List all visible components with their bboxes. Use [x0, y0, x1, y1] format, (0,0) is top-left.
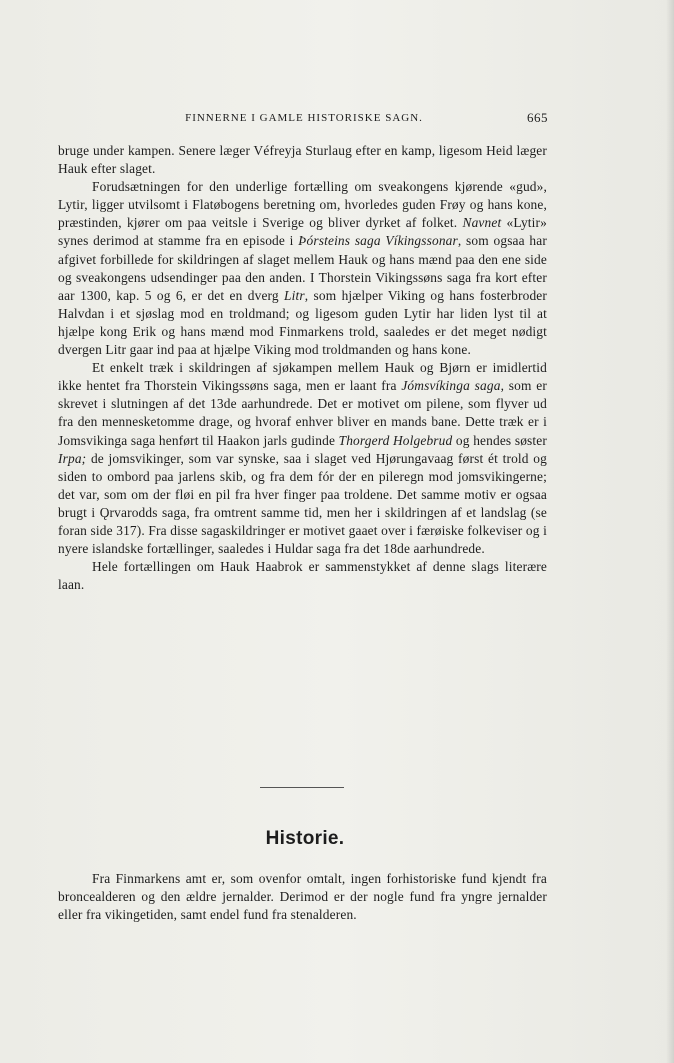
- paragraph-3-italic-1: Jómsvíkinga saga: [401, 378, 501, 394]
- paragraph-3-text-b: , som er skrevet i slutningen af det 13de aarhundrede. Det er motivet om pilene, som flyver ud fra den mennesketomme drage, og hvoraf enhver bliver en mands bane. Dette træk er i Jomsvikinga saga henført til Haakon jarls gudinde: [58, 378, 547, 448]
- paragraph-2-text-b: «Lytir» synes derimod at stamme fra en episode i: [58, 215, 547, 249]
- paragraph-2-text-a: Forudsætningen for den underlige fortælling om sveakongens kjørende «gud», Lytir, ligger utvilsomt i Flatøbogens beretning om, hvorledes guden Frøy og hans kone, præstinden, kjører om paa veitsle i Sverige og bliver dyrket af folket.: [58, 179, 547, 231]
- paragraph-2-italic-1: Navnet: [462, 215, 502, 231]
- page-number: 665: [527, 110, 548, 125]
- paragraph-3-italic-2: Thorgerd Holgebrud: [338, 432, 453, 448]
- main-text: [58, 142, 547, 594]
- section-divider: [260, 787, 344, 788]
- paragraph-3-text-c: og hendes søster: [452, 432, 547, 448]
- paragraph-2-text-c: , som ogsaa har afgivet forbillede for skildringen af slaget mellem Hauk og hans mænd paa den ene side og sveakongens udsendinger paa den anden. I Thorstein Vikingssøns saga fra kort efter aar 1300, kap. 5 og 6, er det en dverg: [58, 233, 547, 303]
- section-title: Historie.: [265, 828, 345, 849]
- paragraph-3-italic-3: Irpa;: [58, 450, 87, 466]
- paragraph-2-italic-3: Litr: [284, 287, 305, 303]
- paragraph-1: bruge under kampen. Senere læger Véfreyja Sturlaug efter en kamp, ligesom Heid læger Hauk efter slaget.: [58, 143, 547, 177]
- section-text: [58, 870, 547, 924]
- section-paragraph-1: Fra Finmarkens amt er, som ovenfor omtalt, ingen forhistoriske fund kjendt fra broncealderen og den ældre jernalder. Derimod er der nogle fund fra yngre jernalder eller fra vikingetiden, samt endel fund fra stenalderen.: [58, 871, 547, 923]
- running-title: FINNERNE I GAMLE HISTORISKE SAGN.: [185, 112, 423, 124]
- paragraph-3-text-a: Et enkelt træk i skildringen af sjøkampen mellem Hauk og Bjørn er imidlertid ikke hentet fra Thorstein Vikingssøns saga, men er laant fra: [58, 360, 547, 394]
- paragraph-3-text-d: de jomsvikinger, som var synske, saa i slaget ved Hjørungavaag først ét trold og siden to ombord paa jarlens skib, og fra dem fór der en pileregn mod jomsvikingerne; det var, som om der fløi en pil fra hver finger paa troldene. Det samme motiv er ogsaa brugt i Ǫrvarodds saga, fra omtrent samme tid, men her i skildringen af et landslag (se foran side 317). Fra disse sagaskildringer er motivet gaaet over i færøiske folkeviser og i nyere islandske fortællinger, saaledes i Huldar saga fra det 18de aarhundrede.: [58, 450, 547, 557]
- paragraph-2: [58, 178, 547, 359]
- paragraph-4: Hele fortællingen om Hauk Haabrok er sammenstykket af denne slags literære laan.: [58, 559, 547, 593]
- paragraph-2-text-d: , som hjælper Viking og hans fosterbroder Halvdan i et sjøslag mod en troldmand; og ligesom guden Lytir har liden lyst til at hjælpe kong Erik og hans mænd mod Finmarkens trold, saaledes er det meget nødigt dvergen Litr gaar ind paa at hjælpe Viking mod troldmanden og hans kone.: [58, 287, 548, 358]
- paragraph-3: [58, 359, 547, 558]
- paragraph-2-italic-2: Þórsteins saga Víkingssonar: [298, 233, 458, 249]
